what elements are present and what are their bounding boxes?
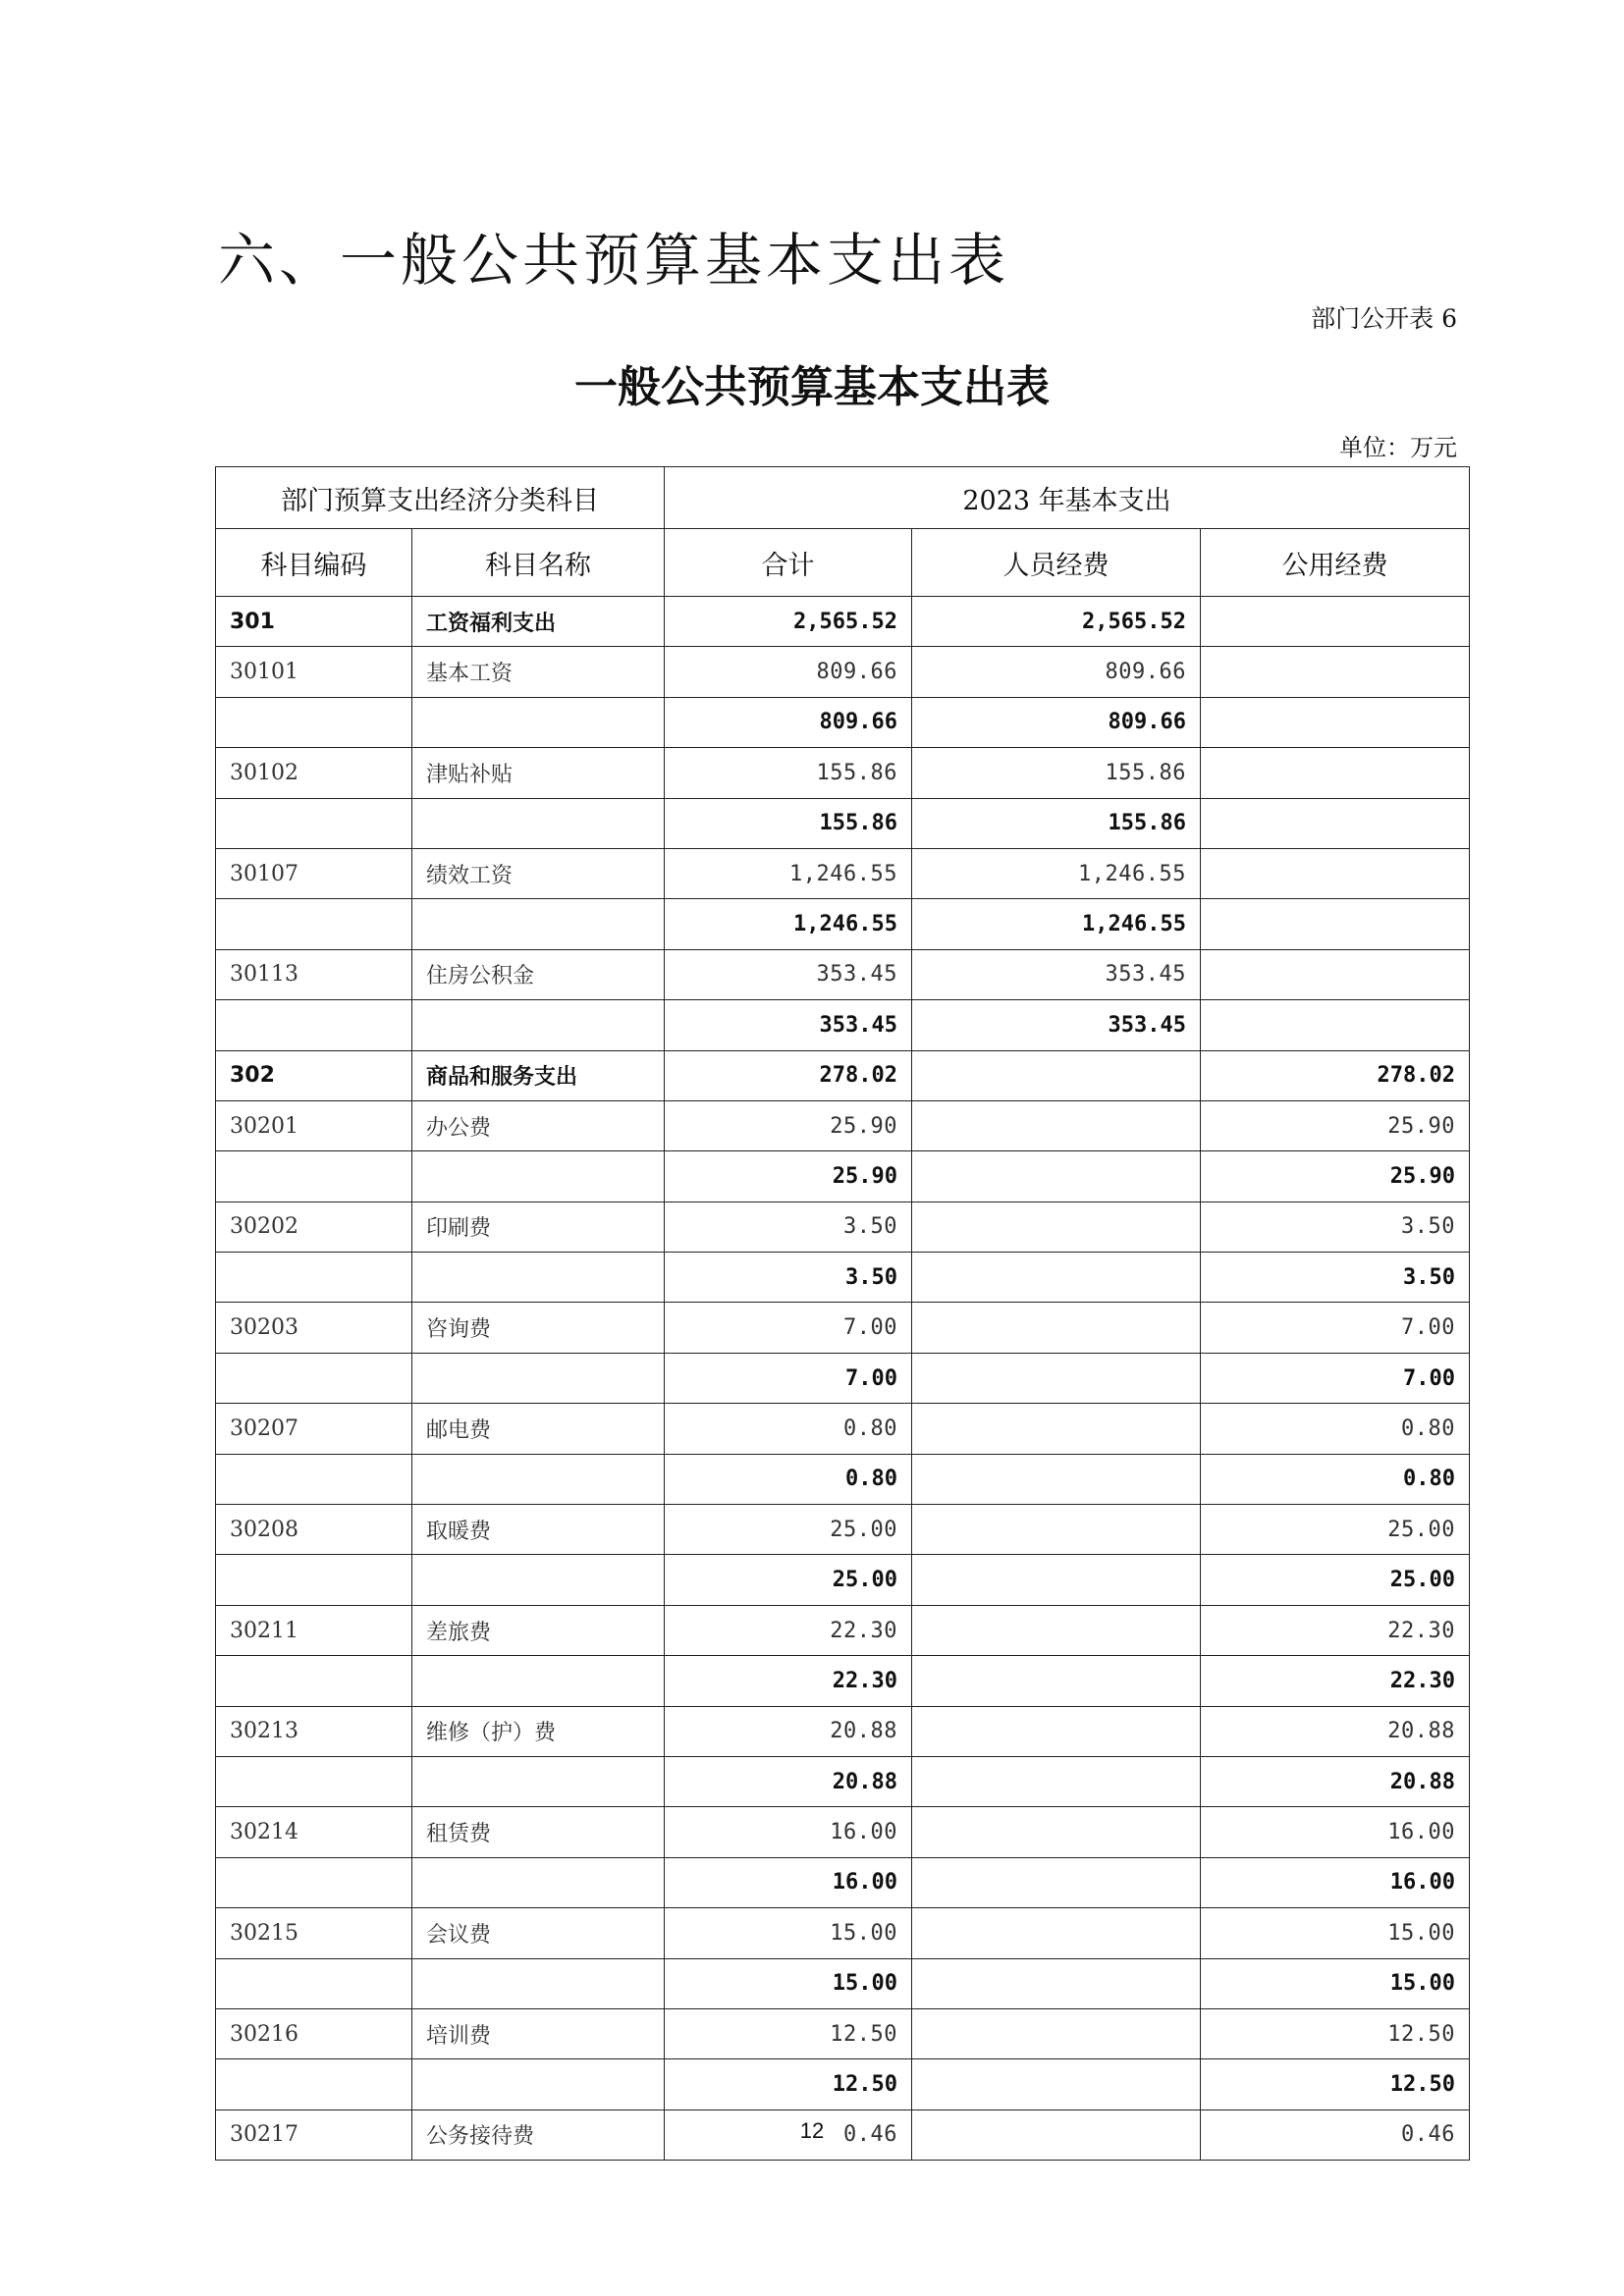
cell-personnel: 809.66: [912, 647, 1201, 697]
header-row-group: [216, 467, 1470, 529]
table-row: [216, 1050, 1470, 1100]
cell-total: 353.45: [665, 1000, 912, 1050]
cell-code: 30217: [216, 2109, 412, 2160]
table-row: [216, 1201, 1470, 1252]
table-row: [216, 1151, 1470, 1201]
cell-code: 30202: [216, 1201, 412, 1252]
cell-name: [412, 1958, 665, 2008]
cell-personnel: [912, 1908, 1201, 1958]
cell-code: [216, 1000, 412, 1050]
table-row: [216, 647, 1470, 697]
cell-name: 租赁费: [412, 1807, 665, 1857]
cell-name: 公务接待费: [412, 2109, 665, 2160]
cell-name: [412, 1555, 665, 1605]
cell-public: 12.50: [1201, 2059, 1470, 2109]
cell-code: 30101: [216, 647, 412, 697]
cell-total: 353.45: [665, 949, 912, 999]
cell-total: 16.00: [665, 1857, 912, 1907]
cell-total: 20.88: [665, 1706, 912, 1756]
cell-total: 3.50: [665, 1253, 912, 1303]
cell-code: 30107: [216, 848, 412, 898]
cell-personnel: [912, 1050, 1201, 1100]
cell-name: [412, 1656, 665, 1706]
cell-code: [216, 899, 412, 949]
cell-public: 25.00: [1201, 1555, 1470, 1605]
cell-name: [412, 1756, 665, 1806]
cell-total: 12.50: [665, 2059, 912, 2109]
cell-public: 22.30: [1201, 1656, 1470, 1706]
cell-personnel: [912, 1303, 1201, 1353]
cell-public: 16.00: [1201, 1807, 1470, 1857]
cell-personnel: [912, 1555, 1201, 1605]
form-number: 部门公开表 6: [1311, 304, 1457, 333]
cell-name: 会议费: [412, 1908, 665, 1958]
table-row: [216, 697, 1470, 747]
table-row: [216, 848, 1470, 898]
table-row: [216, 748, 1470, 798]
cell-public: 22.30: [1201, 1605, 1470, 1655]
table-row: [216, 1656, 1470, 1706]
table-row: [216, 1958, 1470, 2008]
cell-personnel: [912, 1253, 1201, 1303]
cell-personnel: [912, 1807, 1201, 1857]
unit-label: 单位：万元: [1339, 434, 1457, 461]
cell-personnel: 2,565.52: [912, 597, 1201, 647]
cell-personnel: [912, 1706, 1201, 1756]
cell-personnel: 1,246.55: [912, 899, 1201, 949]
table-row: [216, 1756, 1470, 1806]
cell-total: 20.88: [665, 1756, 912, 1806]
cell-code: [216, 1555, 412, 1605]
cell-code: 30211: [216, 1605, 412, 1655]
cell-total: 155.86: [665, 798, 912, 848]
cell-personnel: [912, 1656, 1201, 1706]
cell-name: [412, 1253, 665, 1303]
cell-name: [412, 1000, 665, 1050]
cell-public: 3.50: [1201, 1253, 1470, 1303]
cell-public: 15.00: [1201, 1958, 1470, 2008]
cell-public: [1201, 647, 1470, 697]
table-row: [216, 1505, 1470, 1555]
cell-code: 30214: [216, 1807, 412, 1857]
cell-total: 12.50: [665, 2008, 912, 2058]
cell-name: [412, 1857, 665, 1907]
cell-name: 印刷费: [412, 1201, 665, 1252]
cell-personnel: [912, 1857, 1201, 1907]
cell-public: [1201, 1000, 1470, 1050]
cell-code: [216, 1253, 412, 1303]
cell-personnel: [912, 1958, 1201, 2008]
cell-total: 2,565.52: [665, 597, 912, 647]
budget-table: [215, 466, 1470, 2161]
cell-public: 20.88: [1201, 1756, 1470, 1806]
cell-total: 15.00: [665, 1908, 912, 1958]
cell-public: 25.00: [1201, 1505, 1470, 1555]
cell-public: 0.80: [1201, 1404, 1470, 1454]
cell-public: 7.00: [1201, 1303, 1470, 1353]
cell-personnel: [912, 1454, 1201, 1504]
cell-name: [412, 697, 665, 747]
cell-code: [216, 2059, 412, 2109]
cell-public: 25.90: [1201, 1151, 1470, 1201]
cell-public: [1201, 848, 1470, 898]
cell-name: 办公费: [412, 1100, 665, 1150]
header-public: 公用经费: [1201, 529, 1470, 597]
cell-code: 30207: [216, 1404, 412, 1454]
page-number: 12: [799, 2118, 825, 2143]
table-row: [216, 1908, 1470, 1958]
cell-total: 0.46: [665, 2109, 912, 2160]
table-body: [216, 597, 1470, 2161]
cell-name: [412, 798, 665, 848]
cell-personnel: [912, 1151, 1201, 1201]
cell-public: [1201, 899, 1470, 949]
cell-name: [412, 1353, 665, 1403]
table-row: [216, 798, 1470, 848]
cell-public: 0.46: [1201, 2109, 1470, 2160]
cell-total: 3.50: [665, 1201, 912, 1252]
cell-total: 155.86: [665, 748, 912, 798]
cell-code: [216, 1958, 412, 2008]
cell-personnel: 155.86: [912, 798, 1201, 848]
table-row: [216, 1353, 1470, 1403]
cell-code: 30203: [216, 1303, 412, 1353]
cell-personnel: 353.45: [912, 949, 1201, 999]
table-row: [216, 1605, 1470, 1655]
cell-public: [1201, 697, 1470, 747]
cell-code: [216, 1151, 412, 1201]
cell-personnel: [912, 2059, 1201, 2109]
cell-personnel: [912, 1201, 1201, 1252]
cell-total: 25.00: [665, 1505, 912, 1555]
cell-personnel: [912, 1505, 1201, 1555]
cell-name: [412, 899, 665, 949]
table-row: [216, 1253, 1470, 1303]
cell-public: 7.00: [1201, 1353, 1470, 1403]
cell-code: [216, 798, 412, 848]
cell-name: 维修（护）费: [412, 1706, 665, 1756]
cell-public: 0.80: [1201, 1454, 1470, 1504]
cell-code: 30102: [216, 748, 412, 798]
table-row: [216, 1555, 1470, 1605]
cell-total: 0.80: [665, 1404, 912, 1454]
cell-personnel: 353.45: [912, 1000, 1201, 1050]
cell-public: 278.02: [1201, 1050, 1470, 1100]
table-title: 一般公共预算基本支出表: [574, 362, 1050, 412]
cell-total: 809.66: [665, 697, 912, 747]
cell-personnel: [912, 1353, 1201, 1403]
cell-total: 25.90: [665, 1151, 912, 1201]
cell-public: 15.00: [1201, 1908, 1470, 1958]
cell-total: 1,246.55: [665, 848, 912, 898]
cell-total: 16.00: [665, 1807, 912, 1857]
cell-name: [412, 1151, 665, 1201]
cell-personnel: [912, 1605, 1201, 1655]
cell-code: 30213: [216, 1706, 412, 1756]
cell-code: 30215: [216, 1908, 412, 1958]
cell-name: 培训费: [412, 2008, 665, 2058]
table-row: [216, 1000, 1470, 1050]
table-row: [216, 2008, 1470, 2058]
table-row: [216, 1404, 1470, 1454]
cell-code: 30208: [216, 1505, 412, 1555]
cell-code: 30201: [216, 1100, 412, 1150]
cell-name: 取暖费: [412, 1505, 665, 1555]
cell-code: 301: [216, 597, 412, 647]
cell-name: 基本工资: [412, 647, 665, 697]
cell-total: 25.00: [665, 1555, 912, 1605]
cell-total: 809.66: [665, 647, 912, 697]
cell-total: 7.00: [665, 1353, 912, 1403]
header-basic-expenditure: 2023 年基本支出: [665, 467, 1470, 529]
cell-total: 278.02: [665, 1050, 912, 1100]
header-row-columns: [216, 529, 1470, 597]
cell-total: 1,246.55: [665, 899, 912, 949]
cell-code: 30113: [216, 949, 412, 999]
table-row: [216, 1807, 1470, 1857]
table-row: [216, 899, 1470, 949]
cell-name: 住房公积金: [412, 949, 665, 999]
cell-code: 30216: [216, 2008, 412, 2058]
cell-personnel: [912, 1100, 1201, 1150]
cell-public: [1201, 949, 1470, 999]
cell-code: [216, 1756, 412, 1806]
cell-total: 22.30: [665, 1656, 912, 1706]
cell-code: [216, 1353, 412, 1403]
cell-total: 15.00: [665, 1958, 912, 2008]
cell-public: 20.88: [1201, 1706, 1470, 1756]
cell-name: 绩效工资: [412, 848, 665, 898]
header-code: 科目编码: [216, 529, 412, 597]
cell-code: [216, 1454, 412, 1504]
cell-code: [216, 1656, 412, 1706]
cell-public: [1201, 597, 1470, 647]
cell-public: 12.50: [1201, 2008, 1470, 2058]
table-row: [216, 949, 1470, 999]
table-row: [216, 1303, 1470, 1353]
cell-public: [1201, 748, 1470, 798]
cell-personnel: [912, 1756, 1201, 1806]
cell-public: [1201, 798, 1470, 848]
header-classification: 部门预算支出经济分类科目: [216, 467, 665, 529]
cell-name: 咨询费: [412, 1303, 665, 1353]
cell-name: [412, 1454, 665, 1504]
table-row: [216, 597, 1470, 647]
cell-total: 25.90: [665, 1100, 912, 1150]
cell-public: 25.90: [1201, 1100, 1470, 1150]
cell-total: 0.80: [665, 1454, 912, 1504]
cell-name: 邮电费: [412, 1404, 665, 1454]
cell-personnel: [912, 2008, 1201, 2058]
cell-name: 差旅费: [412, 1605, 665, 1655]
cell-public: 3.50: [1201, 1201, 1470, 1252]
cell-public: 16.00: [1201, 1857, 1470, 1907]
cell-total: 7.00: [665, 1303, 912, 1353]
header-personnel: 人员经费: [912, 529, 1201, 597]
cell-code: [216, 1857, 412, 1907]
cell-code: [216, 697, 412, 747]
cell-name: 津贴补贴: [412, 748, 665, 798]
table-row: [216, 1857, 1470, 1907]
cell-code: 302: [216, 1050, 412, 1100]
cell-name: [412, 2059, 665, 2109]
table-row: [216, 1100, 1470, 1150]
cell-personnel: 809.66: [912, 697, 1201, 747]
cell-personnel: 1,246.55: [912, 848, 1201, 898]
header-name: 科目名称: [412, 529, 665, 597]
cell-name: 工资福利支出: [412, 597, 665, 647]
table-row: [216, 2059, 1470, 2109]
cell-name: 商品和服务支出: [412, 1050, 665, 1100]
cell-personnel: [912, 1404, 1201, 1454]
section-heading: 六、一般公共预算基本支出表: [218, 227, 1010, 294]
cell-personnel: 155.86: [912, 748, 1201, 798]
header-total: 合计: [665, 529, 912, 597]
cell-total: 22.30: [665, 1605, 912, 1655]
table-row: [216, 1706, 1470, 1756]
table-row: [216, 1454, 1470, 1504]
